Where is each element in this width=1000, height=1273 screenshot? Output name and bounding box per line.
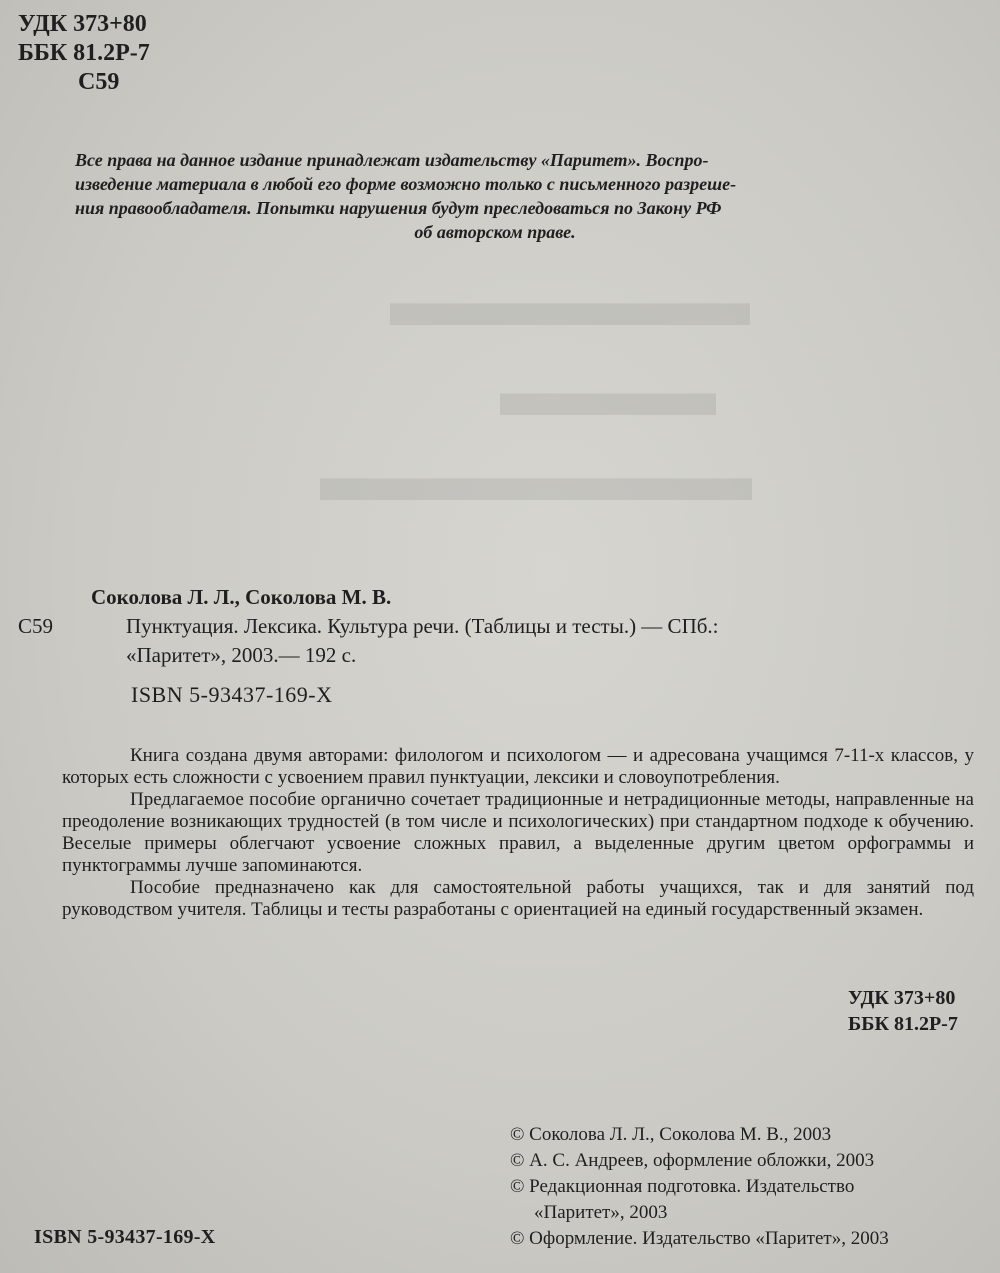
bleed-through-shadow [300, 260, 1000, 560]
top-classification-codes [18, 10, 150, 97]
copyright-line: © Оформление. Издательство «Паритет», 2003 [510, 1228, 889, 1249]
copyright-line: «Паритет», 2003 [534, 1202, 668, 1223]
copyright-line: © Соколова Л. Л., Соколова М. В., 2003 [510, 1124, 832, 1145]
bottom-isbn: ISBN 5-93437-169-X [34, 1226, 216, 1248]
udk-code-bottom: УДК 373+80 [848, 987, 956, 1009]
entry-code: С59 [18, 614, 54, 638]
title-row [18, 612, 978, 641]
rights-line-2: изведение материала в любой его форме возможно только с письменного разреше- [75, 174, 737, 194]
copyright-line: © Редакционная подготовка. Издательство [510, 1176, 855, 1197]
annotation-paragraph: Книга создана двумя авторами: филологом и психологом — и адресована учащимся 7-11-х классов, у которых есть сложности с усвоением правил пунктуации, лексики и словоупотребления. [62, 745, 974, 788]
bleed-through-mark: ▬▬▬▬▬▬ [320, 436, 752, 516]
entry-isbn: ISBN 5-93437-169-X [131, 682, 333, 707]
catalog-entry [18, 583, 978, 709]
bottom-classification-codes [780, 985, 986, 1037]
bbk-code-bottom: ББК 81.2Р-7 [848, 1013, 958, 1035]
annotation-paragraph: Предлагаемое пособие органично сочетает традиционные и нетрадиционные методы, направленные на преодоление возникающих трудностей (в том числе и психологических) при стандартном подходе к обучению. Веселые примеры облегчают усвоение сложных правил, а выделенные другим цветом орфограммы и пунктограммы лучше запоминаются. [62, 789, 974, 876]
bleed-through-mark: ▬▬▬▬▬ [390, 261, 750, 341]
bbk-code: ББК 81.2Р-7 [18, 40, 150, 66]
title-line: Пунктуация. Лексика. Культура речи. (Таблицы и тесты.) — СПб.: [126, 614, 719, 638]
rights-line-1: Все права на данное издание принадлежат издательству «Паритет». Воспро- [75, 150, 709, 170]
annotation-paragraph: Пособие предназначено как для самостоятельной работы учащихся, так и для занятий под руководством учителя. Таблицы и тесты разработаны с ориентацией на единый государственный экзамен. [62, 877, 974, 920]
rights-line-3: ния правообладателя. Попытки нарушения будут преследоваться по Закону РФ [75, 198, 722, 218]
udk-code: УДК 373+80 [18, 11, 147, 37]
author-mark-code: С59 [78, 69, 120, 95]
annotation [62, 745, 974, 921]
bleed-through-mark: ▬▬▬ [500, 351, 716, 431]
copyright-block [510, 1122, 990, 1252]
rights-notice [75, 148, 915, 244]
authors: Соколова Л. Л., Соколова М. В. [91, 585, 392, 609]
copyright-line: © А. С. Андреев, оформление обложки, 2003 [510, 1150, 875, 1171]
rights-line-4: об авторском праве. [414, 222, 576, 242]
publisher-line: «Паритет», 2003.— 192 с. [126, 643, 357, 667]
publisher-row [18, 641, 978, 670]
